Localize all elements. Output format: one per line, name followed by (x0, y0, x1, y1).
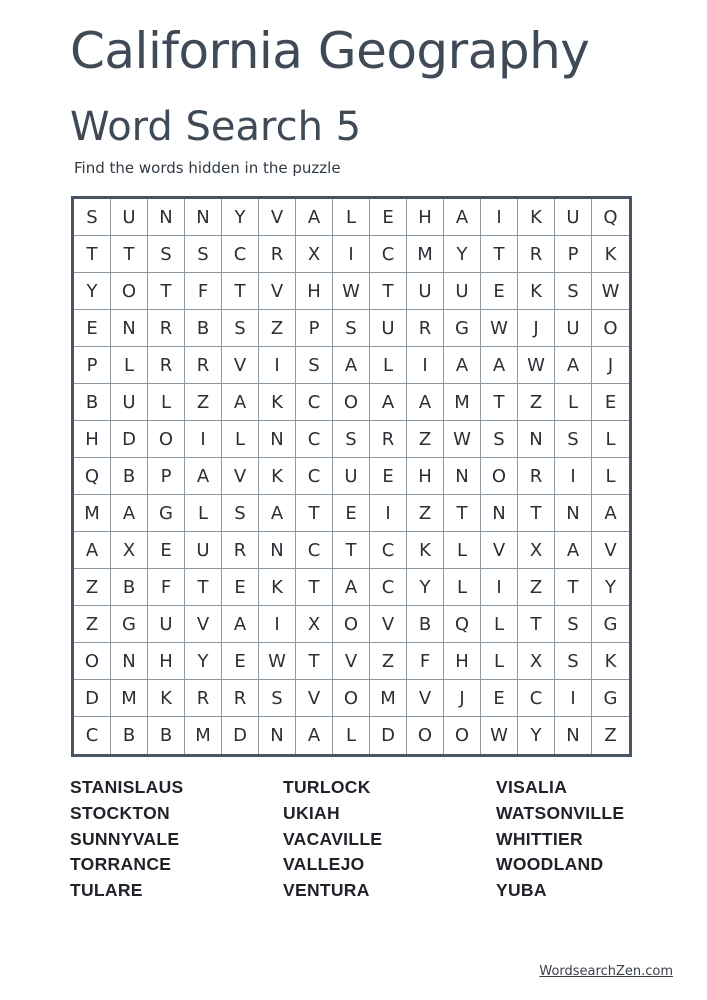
grid-cell[interactable]: N (148, 199, 185, 236)
grid-cell[interactable]: A (444, 199, 481, 236)
grid-cell[interactable]: Z (407, 421, 444, 458)
grid-cell[interactable]: S (222, 310, 259, 347)
grid-cell[interactable]: J (444, 680, 481, 717)
grid-cell[interactable]: K (259, 458, 296, 495)
grid-cell[interactable]: N (555, 717, 592, 754)
grid-cell[interactable]: E (481, 273, 518, 310)
grid-cell[interactable]: N (444, 458, 481, 495)
word-list-item: WATSONVILLE (496, 802, 625, 823)
grid-cell[interactable]: A (185, 458, 222, 495)
grid-cell[interactable]: H (407, 199, 444, 236)
grid-cell[interactable]: E (370, 199, 407, 236)
grid-cell[interactable]: U (370, 310, 407, 347)
grid-cell[interactable]: K (592, 236, 629, 273)
grid-cell[interactable]: Z (407, 495, 444, 532)
grid-cell[interactable]: Z (518, 569, 555, 606)
grid-cell[interactable]: A (74, 532, 111, 569)
word-list-item: STOCKTON (70, 802, 170, 823)
word-list-item: TULARE (70, 880, 143, 901)
grid-cell[interactable]: T (296, 569, 333, 606)
grid-cell[interactable]: S (259, 680, 296, 717)
grid-cell[interactable]: Q (592, 199, 629, 236)
grid-cell[interactable]: T (370, 273, 407, 310)
grid-cell[interactable]: E (481, 680, 518, 717)
grid-cell[interactable]: S (222, 495, 259, 532)
grid-cell[interactable]: V (259, 199, 296, 236)
grid-cell[interactable]: K (518, 273, 555, 310)
grid-cell[interactable]: G (111, 606, 148, 643)
grid-cell[interactable]: X (296, 236, 333, 273)
grid-cell[interactable]: O (333, 680, 370, 717)
grid-cell[interactable]: Y (407, 569, 444, 606)
grid-cell[interactable]: I (185, 421, 222, 458)
grid-cell[interactable]: N (185, 199, 222, 236)
grid-cell[interactable]: C (296, 532, 333, 569)
grid-cell[interactable]: C (370, 569, 407, 606)
grid-cell[interactable]: U (185, 532, 222, 569)
grid-cell[interactable]: M (74, 495, 111, 532)
word-list (70, 775, 670, 904)
grid-cell[interactable]: A (333, 347, 370, 384)
grid-cell[interactable]: H (148, 643, 185, 680)
grid-cell[interactable]: S (555, 421, 592, 458)
word-list-item: UKIAH (283, 802, 340, 823)
grid-cell[interactable]: R (148, 310, 185, 347)
grid-cell[interactable]: A (444, 347, 481, 384)
grid-cell[interactable]: Q (74, 458, 111, 495)
grid-cell[interactable]: P (555, 236, 592, 273)
grid-cell[interactable]: O (592, 310, 629, 347)
grid-cell[interactable]: F (407, 643, 444, 680)
grid-cell[interactable]: S (296, 347, 333, 384)
grid-cell[interactable]: A (592, 495, 629, 532)
grid-cell[interactable]: K (407, 532, 444, 569)
grid-cell[interactable]: V (481, 532, 518, 569)
grid-cell[interactable]: B (148, 717, 185, 754)
grid-cell[interactable]: A (555, 532, 592, 569)
grid-cell[interactable]: T (481, 236, 518, 273)
grid-cell[interactable]: B (407, 606, 444, 643)
grid-cell[interactable]: N (259, 532, 296, 569)
grid-cell[interactable]: D (74, 680, 111, 717)
grid-cell[interactable]: H (74, 421, 111, 458)
grid-cell[interactable]: N (518, 421, 555, 458)
grid-cell[interactable]: N (259, 717, 296, 754)
grid-cell[interactable]: V (222, 347, 259, 384)
grid-cell[interactable]: G (444, 310, 481, 347)
word-list-item: SUNNYVALE (70, 828, 180, 849)
grid-cell[interactable]: R (222, 532, 259, 569)
page-title: California Geography (70, 22, 590, 80)
grid-cell[interactable]: G (592, 606, 629, 643)
grid-cell[interactable]: Y (185, 643, 222, 680)
grid-cell[interactable]: G (592, 680, 629, 717)
grid-cell[interactable]: S (555, 643, 592, 680)
grid-cell[interactable]: T (481, 384, 518, 421)
grid-cell[interactable]: I (333, 236, 370, 273)
grid-cell[interactable]: A (407, 384, 444, 421)
grid-cell[interactable]: U (333, 458, 370, 495)
grid-cell[interactable]: W (592, 273, 629, 310)
grid-cell[interactable]: G (148, 495, 185, 532)
grid-cell[interactable]: L (222, 421, 259, 458)
page-subtitle: Word Search 5 (70, 104, 362, 150)
grid-cell[interactable]: F (185, 273, 222, 310)
grid-cell[interactable]: C (296, 384, 333, 421)
grid-cell[interactable]: I (407, 347, 444, 384)
grid-cell[interactable]: M (185, 717, 222, 754)
grid-cell[interactable]: I (481, 569, 518, 606)
grid-cell[interactable]: R (185, 680, 222, 717)
grid-cell[interactable]: O (74, 643, 111, 680)
grid-cell[interactable]: B (74, 384, 111, 421)
instructions: Find the words hidden in the puzzle (74, 159, 341, 177)
grid-cell[interactable]: E (148, 532, 185, 569)
grid-cell[interactable]: T (185, 569, 222, 606)
grid-cell[interactable]: X (518, 643, 555, 680)
grid-cell[interactable]: S (333, 421, 370, 458)
grid-cell[interactable]: C (518, 680, 555, 717)
grid-cell[interactable]: O (481, 458, 518, 495)
grid-cell[interactable]: I (259, 347, 296, 384)
grid-cell[interactable]: N (111, 643, 148, 680)
grid-cell[interactable]: U (148, 606, 185, 643)
grid-cell[interactable]: T (555, 569, 592, 606)
grid-cell[interactable]: U (407, 273, 444, 310)
grid-cell[interactable]: E (370, 458, 407, 495)
grid-cell[interactable]: L (444, 532, 481, 569)
grid-cell[interactable]: B (111, 569, 148, 606)
grid-cell[interactable]: R (259, 236, 296, 273)
grid-cell[interactable]: U (444, 273, 481, 310)
grid-cell[interactable]: T (333, 532, 370, 569)
grid-cell[interactable]: C (370, 532, 407, 569)
grid-cell[interactable]: S (555, 606, 592, 643)
grid-cell[interactable]: M (444, 384, 481, 421)
grid-cell[interactable]: V (333, 643, 370, 680)
grid-cell[interactable]: L (111, 347, 148, 384)
grid-cell[interactable]: V (370, 606, 407, 643)
grid-cell[interactable]: H (444, 643, 481, 680)
grid-cell[interactable]: L (185, 495, 222, 532)
puzzle-grid (74, 199, 629, 754)
grid-cell[interactable]: C (222, 236, 259, 273)
grid-cell[interactable]: D (370, 717, 407, 754)
grid-cell[interactable]: S (555, 273, 592, 310)
grid-cell[interactable]: U (111, 199, 148, 236)
grid-cell[interactable]: P (74, 347, 111, 384)
grid-cell[interactable]: K (259, 569, 296, 606)
grid-cell[interactable]: B (111, 717, 148, 754)
grid-cell[interactable]: B (111, 458, 148, 495)
grid-cell[interactable]: V (592, 532, 629, 569)
grid-cell[interactable]: W (444, 421, 481, 458)
grid-cell[interactable]: Z (518, 384, 555, 421)
grid-cell[interactable]: O (111, 273, 148, 310)
grid-cell[interactable]: M (370, 680, 407, 717)
grid-cell[interactable]: A (296, 199, 333, 236)
grid-cell[interactable]: T (444, 495, 481, 532)
grid-cell[interactable]: R (407, 310, 444, 347)
grid-cell[interactable]: I (370, 495, 407, 532)
grid-cell[interactable]: H (296, 273, 333, 310)
word-list-item: YUBA (496, 880, 547, 901)
grid-cell[interactable]: K (259, 384, 296, 421)
grid-cell[interactable]: E (333, 495, 370, 532)
word-list-item: VENTURA (283, 880, 370, 901)
grid-cell[interactable]: V (222, 458, 259, 495)
grid-cell[interactable]: X (111, 532, 148, 569)
grid-cell[interactable]: B (185, 310, 222, 347)
grid-cell[interactable]: U (555, 199, 592, 236)
grid-cell[interactable]: O (444, 717, 481, 754)
grid-cell[interactable]: Y (222, 199, 259, 236)
grid-cell[interactable]: V (296, 680, 333, 717)
grid-cell[interactable]: T (296, 643, 333, 680)
grid-cell[interactable]: L (481, 643, 518, 680)
grid-cell[interactable]: Z (74, 569, 111, 606)
word-list-item: WOODLAND (496, 854, 604, 875)
grid-cell[interactable]: P (148, 458, 185, 495)
grid-cell[interactable]: E (74, 310, 111, 347)
word-list-item: STANISLAUS (70, 777, 184, 797)
grid-cell[interactable]: S (333, 310, 370, 347)
word-list-item: WHITTIER (496, 828, 583, 849)
grid-cell[interactable]: W (259, 643, 296, 680)
grid-cell[interactable]: J (518, 310, 555, 347)
grid-cell[interactable]: Y (74, 273, 111, 310)
grid-cell[interactable]: A (222, 384, 259, 421)
grid-cell[interactable]: R (185, 347, 222, 384)
puzzle-grid-frame (71, 196, 632, 757)
grid-cell[interactable]: O (148, 421, 185, 458)
grid-cell[interactable]: A (222, 606, 259, 643)
grid-cell[interactable]: T (296, 495, 333, 532)
grid-cell[interactable]: L (333, 717, 370, 754)
grid-cell[interactable]: L (333, 199, 370, 236)
grid-cell[interactable]: T (222, 273, 259, 310)
grid-cell[interactable]: C (296, 458, 333, 495)
grid-cell[interactable]: W (518, 347, 555, 384)
grid-cell[interactable]: A (333, 569, 370, 606)
grid-cell[interactable]: M (111, 680, 148, 717)
grid-cell[interactable]: E (222, 643, 259, 680)
grid-cell[interactable]: N (111, 310, 148, 347)
grid-cell[interactable]: H (407, 458, 444, 495)
grid-cell[interactable]: T (518, 495, 555, 532)
grid-cell[interactable]: N (555, 495, 592, 532)
grid-cell[interactable]: V (407, 680, 444, 717)
grid-cell[interactable]: X (518, 532, 555, 569)
grid-cell[interactable]: Z (259, 310, 296, 347)
grid-cell[interactable]: Z (604, 725, 617, 746)
word-list-item: VISALIA (496, 777, 568, 797)
word-list-item: VALLEJO (283, 854, 365, 875)
grid-cell[interactable]: O (333, 384, 370, 421)
grid-cell[interactable]: D (111, 421, 148, 458)
grid-cell[interactable]: C (370, 236, 407, 273)
grid-cell[interactable]: L (592, 458, 629, 495)
grid-cell[interactable]: T (148, 273, 185, 310)
grid-cell[interactable]: R (222, 680, 259, 717)
grid-cell[interactable]: L (592, 421, 629, 458)
grid-cell[interactable]: L (444, 569, 481, 606)
grid-cell[interactable]: K (148, 680, 185, 717)
grid-cell[interactable]: Y (518, 717, 555, 754)
grid-cell[interactable]: V (185, 606, 222, 643)
grid-cell[interactable]: E (222, 569, 259, 606)
grid-cell[interactable]: L (370, 347, 407, 384)
grid-cell[interactable]: A (555, 347, 592, 384)
grid-cell[interactable]: L (481, 606, 518, 643)
grid-cell[interactable]: Q (444, 606, 481, 643)
grid-cell[interactable]: S (74, 199, 111, 236)
grid-cell[interactable]: R (370, 421, 407, 458)
grid-cell[interactable]: T (74, 236, 111, 273)
grid-cell[interactable]: A (259, 495, 296, 532)
grid-cell[interactable]: O (407, 717, 444, 754)
grid-cell[interactable]: L (148, 384, 185, 421)
grid-cell[interactable]: K (518, 199, 555, 236)
grid-cell[interactable]: I (481, 199, 518, 236)
grid-cell[interactable]: Z (370, 643, 407, 680)
word-list-item: TORRANCE (70, 854, 172, 875)
grid-cell[interactable]: K (592, 643, 629, 680)
grid-cell[interactable]: W (333, 273, 370, 310)
grid-cell[interactable]: Z (74, 606, 111, 643)
grid-cell[interactable]: W (481, 310, 518, 347)
grid-cell[interactable]: I (555, 680, 592, 717)
grid-cell[interactable]: T (111, 236, 148, 273)
grid-cell[interactable]: I (259, 606, 296, 643)
grid-cell[interactable]: N (259, 421, 296, 458)
grid-cell[interactable]: Y (592, 569, 629, 606)
grid-cell[interactable]: A (296, 717, 333, 754)
grid-cell[interactable]: D (222, 717, 259, 754)
grid-cell[interactable]: R (518, 458, 555, 495)
grid-cell[interactable]: V (259, 273, 296, 310)
grid-cell[interactable]: Y (444, 236, 481, 273)
grid-cell[interactable]: M (407, 236, 444, 273)
grid-cell[interactable]: F (148, 569, 185, 606)
grid-cell[interactable]: S (148, 236, 185, 273)
word-list-item: VACAVILLE (283, 828, 383, 849)
grid-cell[interactable]: R (148, 347, 185, 384)
grid-cell[interactable]: J (592, 347, 629, 384)
grid-cell[interactable]: S (185, 236, 222, 273)
grid-cell[interactable]: N (481, 495, 518, 532)
site-link[interactable]: WordsearchZen.com (539, 964, 673, 979)
grid-cell[interactable]: L (555, 384, 592, 421)
grid-cell[interactable]: S (481, 421, 518, 458)
grid-cell[interactable]: A (370, 384, 407, 421)
grid-cell[interactable]: E (592, 384, 629, 421)
grid-cell[interactable]: R (518, 236, 555, 273)
grid-cell[interactable]: O (333, 606, 370, 643)
grid-cell[interactable]: A (111, 495, 148, 532)
grid-cell[interactable]: P (296, 310, 333, 347)
grid-cell[interactable]: C (74, 717, 111, 754)
grid-cell[interactable]: C (296, 421, 333, 458)
grid-cell[interactable]: W (481, 717, 518, 754)
grid-cell[interactable]: T (518, 606, 555, 643)
grid-cell[interactable]: Z (185, 384, 222, 421)
grid-cell[interactable]: X (296, 606, 333, 643)
grid-cell[interactable]: I (555, 458, 592, 495)
grid-cell[interactable]: A (481, 347, 518, 384)
grid-cell[interactable]: U (555, 310, 592, 347)
grid-cell[interactable]: U (111, 384, 148, 421)
word-list-item: TURLOCK (283, 777, 371, 797)
